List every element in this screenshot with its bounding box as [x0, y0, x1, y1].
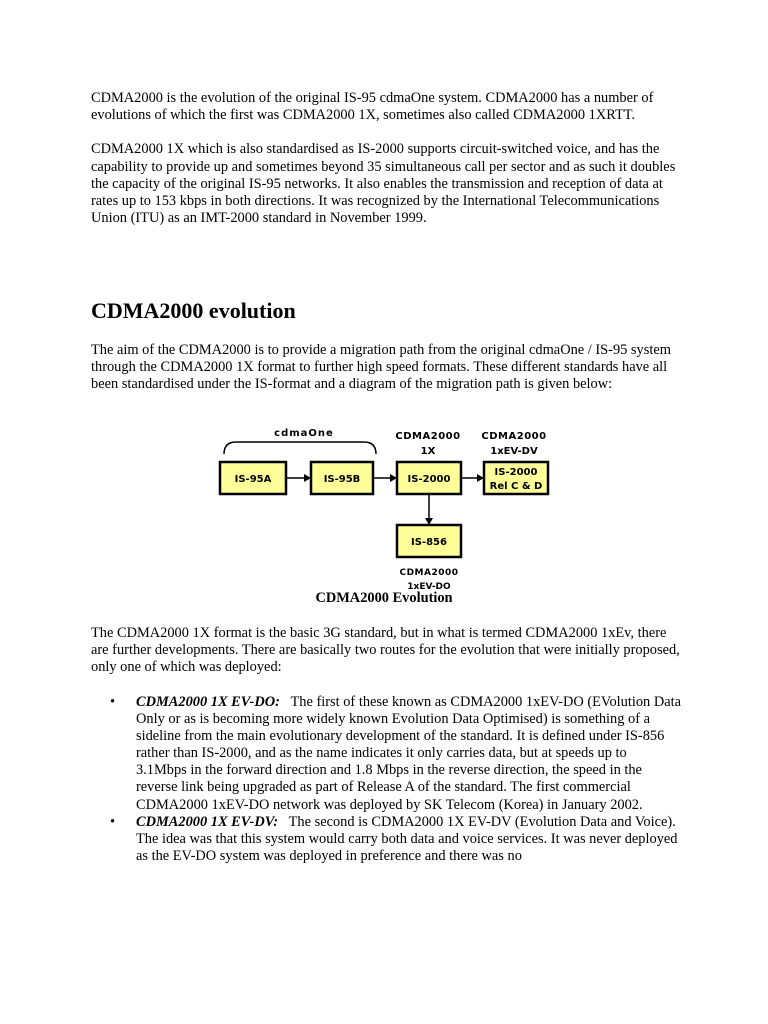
label-1x-line2: 1X — [420, 446, 436, 457]
routes-intro-paragraph: The CDMA2000 1X format is the basic 3G standard, but in what is termed CDMA2000 1xEv, there are further developments. There are basically two routes for the evolution that were initially proposed, only one of which was deployed: — [91, 625, 680, 676]
box-is95a-label: IS-95A — [234, 474, 272, 485]
bullet-icon: • — [110, 694, 116, 710]
cdmaone-brace — [224, 442, 376, 454]
box-is95a — [220, 462, 286, 494]
box-is95b-label: IS-95B — [323, 474, 361, 485]
bullet-icon: • — [110, 813, 116, 830]
migration-diagram — [212, 424, 562, 596]
label-evdv-line1: CDMA2000 — [481, 431, 547, 442]
arrow-is2000-to-is856 — [425, 494, 433, 525]
routes-list — [91, 694, 681, 865]
box-is2000 — [397, 462, 461, 494]
one-x-paragraph: CDMA2000 1X which is also standardised as IS-2000 supports circuit-switched voice, and has the capability to provide up and sometimes beyond 35 simultaneous call per sector and as such it doubles the capacity of the original IS-95 networks. It also enables the transmission and reception of data at rates up to 153 kbps in both directions. It was recognized by the International Telecommunications Union (ITU) as an IMT-2000 standard in November 1999. — [91, 141, 676, 227]
list-item-term: CDMA2000 1X EV-DV: — [136, 813, 279, 830]
cdmaone-label: cdmaOne — [274, 428, 334, 439]
box-is2000-relcd — [484, 462, 548, 494]
label-evdv-line2: 1xEV-DV — [490, 446, 538, 457]
list-item-text: The first of these known as CDMA2000 1xEV-DO (EVolution Data Only or as is becoming more widely known Evolution Data Optimised) is something of a sideline from the main evolutionary development of the standard. It is defined under IS-856 rather than IS-2000, and as the name indicates it only carries data, but at speeds up to 3.1Mbps in the forward direction and 1.8 Mbps in the reverse direction, the speed in the reverse link being upgraded as part of Release A of the standard. The first commercial CDMA2000 1xEV-DO network was deployed by SK Telecom (Korea) in January 2002. — [136, 694, 681, 813]
box-relcd-line1: IS-2000 — [494, 467, 538, 478]
list-item — [91, 814, 681, 865]
box-is2000-label: IS-2000 — [407, 474, 451, 485]
arrow-is95b-to-is2000 — [373, 474, 397, 482]
box-is856 — [397, 525, 461, 557]
aim-paragraph: The aim of the CDMA2000 is to provide a migration path from the original cdmaOne / IS-95 system through the CDMA2000 1X format to further high speed formats. These different standards have all been standardised under the IS-format and a diagram of the migration path is given below: — [91, 342, 671, 393]
document-body — [91, 90, 681, 227]
label-1x-line1: CDMA2000 — [395, 431, 461, 442]
box-is95b — [311, 462, 373, 494]
intro-paragraph: CDMA2000 is the evolution of the original IS-95 cdmaOne system. CDMA2000 has a number of evolutions of which the first was CDMA2000 1X, sometimes also called CDMA2000 1XRTT. — [91, 90, 654, 124]
label-evdo-line1: CDMA2000 — [399, 568, 459, 578]
arrow-is95a-to-is95b — [286, 474, 311, 482]
box-relcd-line2: Rel C & D — [489, 481, 543, 492]
section-heading: CDMA2000 evolution — [91, 298, 296, 323]
arrow-is2000-to-relcd — [461, 474, 484, 482]
list-item-text: The second is CDMA2000 1X EV-DV (Evolution Data and Voice). The idea was that this system would carry both data and voice services. It was never deployed as the EV-DO system was deployed in preference and there was no — [136, 813, 678, 864]
figure-caption: CDMA2000 Evolution — [315, 590, 453, 606]
label-evdo-line2: 1xEV-DO — [407, 582, 451, 592]
list-item-term: CDMA2000 1X EV-DO: — [136, 694, 280, 710]
list-item — [91, 694, 681, 814]
box-is856-label: IS-856 — [411, 537, 447, 548]
